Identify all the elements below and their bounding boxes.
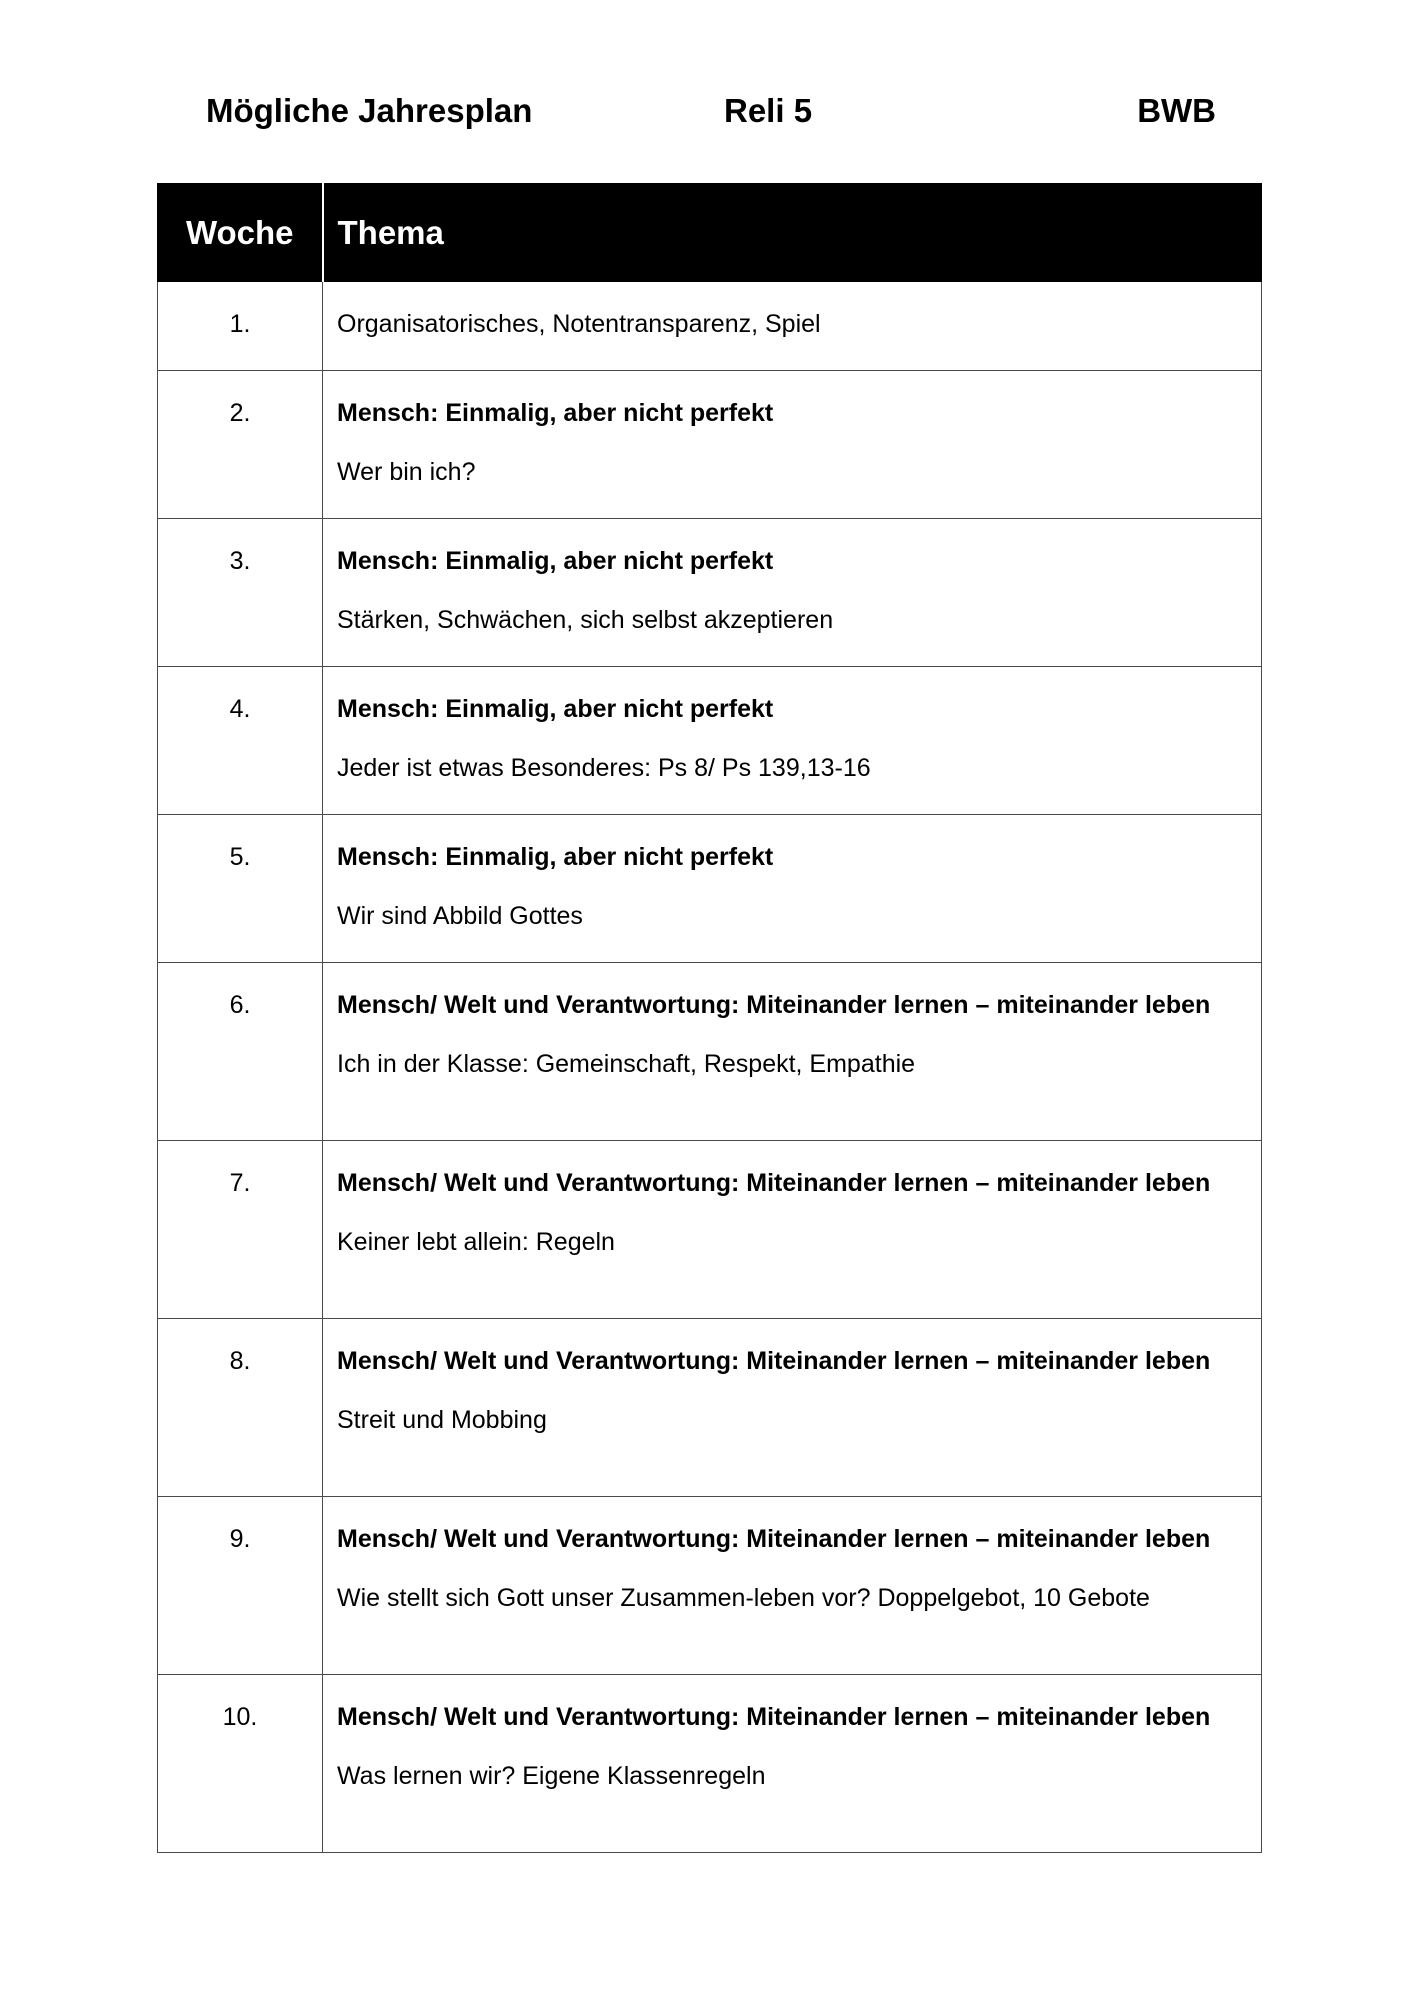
topic-unit: Mensch: Einmalig, aber nicht perfekt: [337, 399, 774, 427]
week-number: 10.: [158, 1675, 323, 1853]
topic-unit: Mensch/ Welt und Verantwortung: Miteinander lernen – miteinander leben: [337, 1703, 1211, 1731]
week-number: 9.: [158, 1497, 323, 1675]
topic-detail: Jeder ist etwas Besonderes: Ps 8/ Ps 139,13-16: [337, 754, 871, 782]
topic-unit: Mensch/ Welt und Verantwortung: Miteinander lernen – miteinander leben: [337, 1347, 1211, 1375]
topic-cell: [323, 519, 1262, 667]
topic-cell: [323, 667, 1262, 815]
table-row: [158, 1141, 1262, 1319]
course-label: Reli 5: [724, 92, 813, 129]
week-number: 5.: [158, 815, 323, 963]
column-header-week: Woche: [158, 184, 323, 282]
document-title: Mögliche Jahresplan: [206, 92, 533, 129]
topic-cell: [323, 282, 1262, 371]
table-row: [158, 1497, 1262, 1675]
table-header-row: [158, 184, 1262, 282]
topic-unit: Mensch/ Welt und Verantwortung: Miteinander lernen – miteinander leben: [337, 1169, 1211, 1197]
table-row: [158, 963, 1262, 1141]
topic-cell: [323, 1497, 1262, 1675]
topic-cell: [323, 815, 1262, 963]
topic-cell: [323, 1675, 1262, 1853]
topic-cell: [323, 371, 1262, 519]
topic-detail: Wer bin ich?: [337, 458, 476, 486]
org-label: BWB: [1137, 92, 1216, 129]
week-number: 4.: [158, 667, 323, 815]
topic-cell: [323, 1319, 1262, 1497]
table-row: [158, 667, 1262, 815]
topic-unit: Mensch: Einmalig, aber nicht perfekt: [337, 547, 774, 575]
table-row: [158, 1675, 1262, 1853]
topic-cell: [323, 1141, 1262, 1319]
topic-detail: Wie stellt sich Gott unser Zusammen-leben vor? Doppelgebot, 10 Gebote: [337, 1584, 1150, 1612]
topic-detail: Ich in der Klasse: Gemeinschaft, Respekt, Empathie: [337, 1050, 916, 1078]
table-row: [158, 371, 1262, 519]
table-row: [158, 282, 1262, 371]
topic-detail: Was lernen wir? Eigene Klassenregeln: [337, 1762, 766, 1790]
topic-detail: Streit und Mobbing: [337, 1406, 547, 1434]
topic-unit: Mensch/ Welt und Verantwortung: Miteinander lernen – miteinander leben: [337, 991, 1211, 1019]
topic-detail: Keiner lebt allein: Regeln: [337, 1228, 615, 1256]
table-row: [158, 519, 1262, 667]
column-header-topic: Thema: [323, 184, 1262, 282]
document-header: [206, 92, 1216, 132]
week-number: 1.: [158, 282, 323, 371]
week-number: 6.: [158, 963, 323, 1141]
topic-detail: Stärken, Schwächen, sich selbst akzeptieren: [337, 606, 834, 634]
week-number: 7.: [158, 1141, 323, 1319]
topic-detail: Wir sind Abbild Gottes: [337, 902, 583, 930]
table-row: [158, 815, 1262, 963]
table-row: [158, 1319, 1262, 1497]
topic-unit: Mensch/ Welt und Verantwortung: Miteinander lernen – miteinander leben: [337, 1525, 1211, 1553]
topic-cell: [323, 963, 1262, 1141]
week-number: 8.: [158, 1319, 323, 1497]
topic-unit: Mensch: Einmalig, aber nicht perfekt: [337, 695, 774, 723]
week-number: 3.: [158, 519, 323, 667]
topic-detail: Organisatorisches, Notentransparenz, Spiel: [337, 310, 821, 338]
topic-unit: Mensch: Einmalig, aber nicht perfekt: [337, 843, 774, 871]
week-number: 2.: [158, 371, 323, 519]
year-plan-table: [157, 183, 1262, 1853]
